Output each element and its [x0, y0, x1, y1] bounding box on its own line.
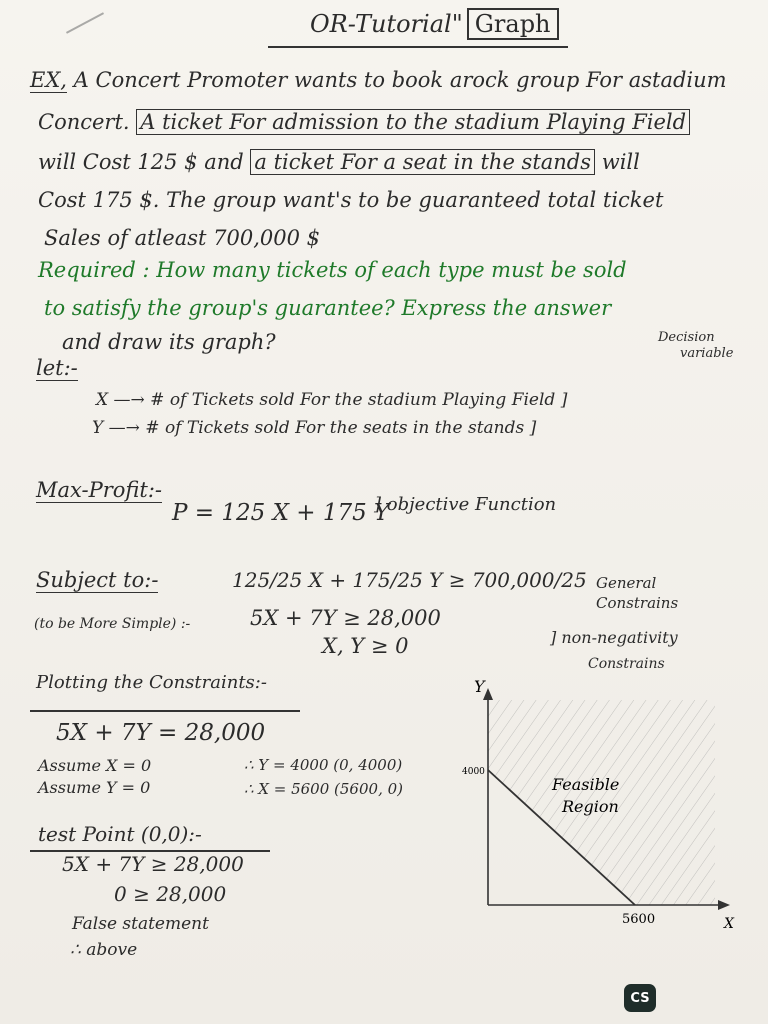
region-label-2: Region [562, 797, 619, 816]
objective-equation: P = 125 X + 175 Y [172, 500, 390, 526]
decision-note-2: variable [680, 346, 734, 361]
assume-y: Assume Y = 0 [38, 778, 151, 797]
nonneg-constraint: X, Y ≥ 0 [322, 634, 409, 658]
result-x: ∴ X = 5600 (5600, 0) [244, 780, 403, 798]
assume-x: Assume X = 0 [38, 756, 152, 775]
problem-line-5: Sales of atleast 700,000 $ [44, 226, 320, 250]
region-label-1: Feasible [552, 775, 620, 794]
let-label: let:- [36, 356, 78, 380]
problem-line-4: Cost 175 $. The group want's to be guaranteed total ticket [38, 188, 664, 212]
page-title: OR-Tutorial" Graph [310, 10, 559, 38]
y-intercept-label: 4000 [462, 767, 485, 777]
plotting-label: Plotting the Constraints:- [36, 672, 267, 693]
subject-label: Subject to:- [36, 568, 159, 592]
variable-x: X —→ # of Tickets sold For the stadium Playing Field ] [96, 390, 568, 410]
test-line-4: ∴ above [70, 940, 138, 960]
general-note-1: General [596, 574, 657, 592]
test-line-1: 5X + 7Y ≥ 28,000 [62, 852, 244, 876]
x-axis-label: X [724, 916, 734, 932]
objective-note: ] objective Function [374, 494, 557, 515]
problem-line-2: Concert. A ticket For admission to the stadium Playing Field [38, 110, 690, 134]
required-line-2: to satisfy the group's guarantee? Express the answer [44, 296, 612, 320]
test-line-3: False statement [72, 914, 209, 934]
general-note-2: Constrains [596, 594, 679, 612]
title-underline [268, 46, 568, 48]
x-axis-arrow [718, 900, 730, 910]
nonneg-note-1: ] non-negativity [550, 628, 678, 647]
constraint-line-2: 5X + 7Y ≥ 28,000 [250, 606, 441, 630]
camscanner-badge: CS [624, 984, 656, 1012]
plotting-rule [30, 710, 300, 712]
y-axis-label: Y [474, 680, 485, 696]
constraint-line-1: 125/25 X + 175/25 Y ≥ 700,000/25 [232, 568, 587, 592]
title-box: Graph [467, 8, 559, 40]
nonneg-note-2: Constrains [588, 656, 665, 672]
objective-label: Max-Profit:- [36, 478, 163, 502]
result-y: ∴ Y = 4000 (0, 4000) [244, 756, 403, 774]
problem-line-1: EX, A Concert Promoter wants to book arock group For astadium [30, 68, 727, 92]
required-line-1: Required : How many tickets of each type must be sold [38, 258, 627, 282]
simplify-label: (to be More Simple) :- [34, 616, 191, 632]
feasible-region-graph [440, 680, 740, 945]
x-intercept-label: 5600 [622, 912, 656, 927]
test-point-label: test Point (0,0):- [38, 822, 202, 846]
required-line-3: and draw its graph? [62, 330, 276, 354]
ex-label: EX, [30, 68, 67, 92]
plotting-equation: 5X + 7Y = 28,000 [56, 720, 266, 746]
variable-y: Y —→ # of Tickets sold For the seats in the stands ] [92, 418, 537, 438]
decision-note-1: Decision [658, 330, 715, 345]
problem-line-3: will Cost 125 $ and a ticket For a seat in the stands will [38, 150, 640, 174]
test-line-2: 0 ≥ 28,000 [114, 882, 227, 906]
